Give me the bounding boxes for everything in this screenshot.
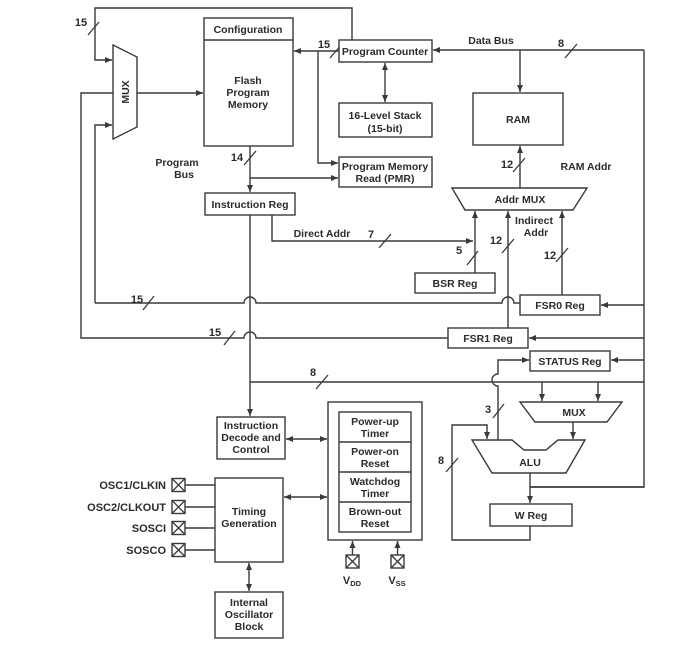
- buswidth-w8: 8: [437, 455, 445, 467]
- vdd-main: V: [342, 575, 351, 587]
- ram-block: [473, 93, 563, 145]
- watchdog-timer-label-2: Timer: [360, 488, 390, 500]
- alu-mux-block: [520, 402, 622, 422]
- label-indirect-addr-2: Addr: [523, 227, 549, 239]
- alu-label: ALU: [519, 457, 541, 469]
- timing-generation-label-2: Generation: [221, 518, 277, 530]
- program-memory-read-block: [339, 157, 432, 187]
- internal-oscillator-label-2: Oscillator: [224, 609, 274, 621]
- ram-label: RAM: [506, 114, 530, 126]
- configuration-label: Configuration: [213, 24, 283, 36]
- oscillator-pins: [87, 479, 185, 558]
- internal-oscillator-block: [215, 592, 283, 638]
- poweron-reset-label-2: Reset: [360, 458, 390, 470]
- label-program-bus-2: Bus: [174, 169, 194, 181]
- flash-label-3: Memory: [227, 99, 269, 111]
- wire-bus-b-to-mux: [95, 125, 112, 303]
- instruction-decode-label-1: Instruction: [223, 420, 279, 432]
- status-reg-block: [530, 351, 610, 371]
- pin-label-osc2-clkout: OSC2/CLKOUT: [87, 502, 166, 514]
- timing-generation-block: [215, 478, 283, 562]
- slash-top15: [88, 22, 99, 35]
- pin-label-osc1-clkin: OSC1/CLKIN: [99, 480, 166, 492]
- program-counter-label: Program Counter: [341, 46, 429, 58]
- brownout-reset-label-1: Brown-out: [348, 506, 402, 518]
- flash-label-1: Flash: [234, 75, 262, 87]
- pin-label-vss: [388, 575, 405, 588]
- vdd-subscript: DD: [350, 579, 362, 588]
- internal-oscillator-label-3: Block: [234, 621, 264, 633]
- wire-pc-bus-to-pmr: [318, 51, 338, 163]
- addr-mux-label: Addr MUX: [494, 194, 546, 206]
- pin-pad-icon: [172, 501, 185, 514]
- fsr0-reg-label: FSR0 Reg: [535, 300, 585, 312]
- alu-block: [472, 440, 585, 473]
- buswidth-15-lower: 15: [208, 327, 222, 339]
- slash-bsr5: [467, 251, 478, 265]
- watchdog-timer-label-1: Watchdog: [349, 476, 401, 488]
- timing-generation-label-1: Timing: [231, 506, 267, 518]
- bsr-reg-label: BSR Reg: [432, 278, 478, 290]
- fsr0-reg-block: [520, 295, 600, 315]
- wire-alu-to-status: [492, 360, 529, 440]
- buswidth-alu3: 3: [484, 404, 492, 416]
- label-ram-addr: RAM Addr: [560, 161, 612, 173]
- w-reg-block: [490, 504, 572, 526]
- pin-label-vdd: [343, 575, 362, 588]
- mux-right-label: MUX: [562, 407, 586, 419]
- powerup-timer-label-2: Timer: [360, 428, 390, 440]
- buswidth-data8: 8: [557, 38, 565, 50]
- label-data-bus: Data Bus: [468, 35, 514, 47]
- w-reg-label: W Reg: [514, 510, 548, 522]
- bsr-reg-block: [415, 273, 495, 293]
- buswidth-pc15: 15: [317, 39, 331, 51]
- instruction-reg-block: [205, 193, 295, 215]
- buswidth-fsr1-12: 12: [489, 235, 503, 247]
- pmr-label-1: Program Memory: [341, 161, 429, 173]
- fsr1-reg-label: FSR1 Reg: [463, 333, 513, 345]
- pin-pad-icon: [391, 555, 404, 568]
- buswidth-15-upper: 15: [130, 294, 144, 306]
- stack-label-2: (15-bit): [367, 123, 403, 135]
- program-counter-block: [339, 40, 432, 62]
- brownout-reset-label-2: Reset: [360, 518, 390, 530]
- instruction-decode-label-2: Decode and: [221, 432, 281, 444]
- instruction-decode-block: [217, 417, 285, 459]
- buswidth-14: 14: [230, 152, 244, 164]
- slash-ram12: [513, 158, 525, 172]
- slash-data8: [565, 44, 577, 58]
- poweron-reset-label-1: Power-on: [351, 446, 399, 458]
- mux-left-label: MUX: [120, 80, 132, 104]
- buswidth-ram12: 12: [500, 159, 514, 171]
- pin-pad-icon: [172, 522, 185, 535]
- flash-label-2: Program: [226, 87, 270, 99]
- buswidth-bsr5: 5: [455, 245, 463, 257]
- powerup-timer-label-1: Power-up: [351, 416, 399, 428]
- timers-block: [328, 402, 422, 540]
- fsr1-reg-block: [448, 328, 528, 348]
- buswidth-direct7: 7: [367, 229, 375, 241]
- pin-pad-icon: [346, 555, 359, 568]
- buswidth-core8: 8: [309, 367, 317, 379]
- vss-subscript: SS: [395, 579, 406, 588]
- instruction-decode-label-3: Control: [232, 444, 270, 456]
- stack-block: [339, 103, 432, 137]
- buswidth-top15: 15: [74, 17, 88, 29]
- vss-main: V: [388, 575, 396, 587]
- status-reg-label: STATUS Reg: [538, 356, 602, 368]
- addr-mux-block: [452, 188, 587, 210]
- label-direct-addr: Direct Addr: [293, 228, 351, 240]
- buswidth-fsr0-12: 12: [543, 250, 557, 262]
- pmr-label-2: Read (PMR): [355, 173, 415, 185]
- stack-label-1: 16-Level Stack: [348, 110, 422, 122]
- bus-width-numbers: [75, 17, 564, 467]
- pin-label-sosci: SOSCI: [131, 523, 166, 535]
- label-indirect-addr: Indirect: [515, 215, 553, 227]
- power-pins: [343, 555, 406, 588]
- instruction-reg-label: Instruction Reg: [211, 199, 289, 211]
- internal-oscillator-label-1: Internal: [230, 597, 268, 609]
- program-address-mux-block: [113, 45, 137, 139]
- pin-label-sosco: SOSCO: [126, 545, 166, 557]
- label-program-bus: Program: [155, 157, 199, 169]
- pin-pad-icon: [172, 479, 185, 492]
- flash-program-memory-block: [204, 18, 293, 146]
- wire-bus-b-fsr0-loop-horizontal: [95, 297, 520, 303]
- pin-pad-icon: [172, 544, 185, 557]
